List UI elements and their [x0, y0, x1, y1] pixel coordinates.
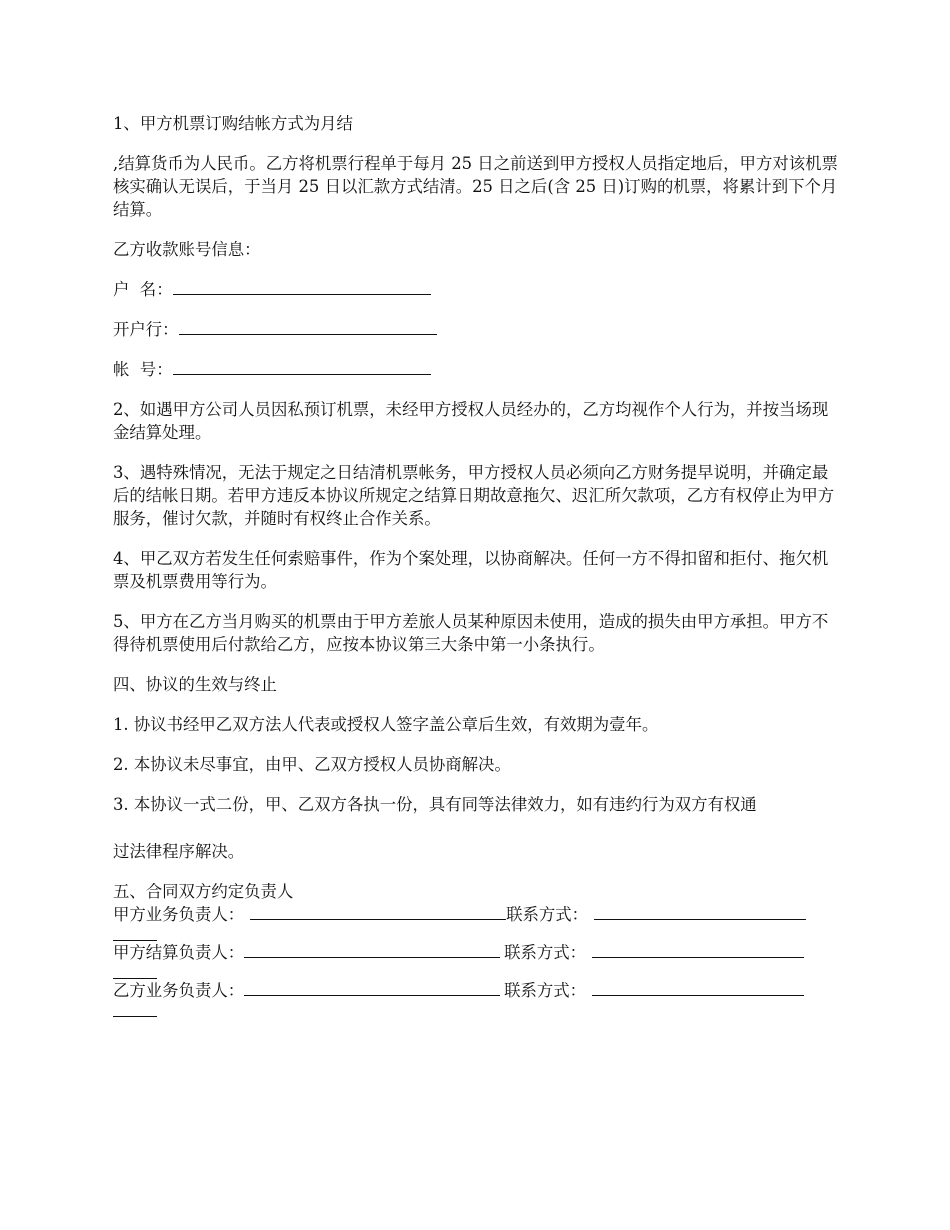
account-bank-row: [113, 318, 843, 341]
section4-item-1: 1. 协议书经甲乙双方法人代表或授权人签字盖公章后生效，有效期为壹年。: [113, 715, 659, 734]
section4-item-3: 3. 本协议一式二份，甲、乙双方各执一份，具有同等法律效力，如有违约行为双方有权通: [113, 795, 757, 814]
signatory-role: 甲方结算负责人：: [113, 943, 245, 962]
account-number-blank: [173, 358, 431, 375]
section5-title: 五、合同双方约定负责人: [113, 882, 294, 901]
signatory-row: [113, 941, 843, 979]
payment-body: ,结算货币为人民币。乙方将机票行程单于每月 25 日之前送到甲方授权人员指定地后，甲方对该机票核实确认无误后，于当月 25 日以汇款方式结清。25 日之后(含 25 日)订购的机票，将累计到下个月结算。: [113, 154, 838, 219]
signatory-contact-blank: [592, 979, 804, 996]
signatory-row: [113, 903, 843, 941]
signatory-role-blank: [244, 941, 500, 958]
signatory-role-blank: [244, 979, 500, 996]
clause-5: 5、甲方在乙方当月购买的机票由于甲方差旅人员某种原因未使用，造成的损失由甲方承担。甲方不得待机票使用后付款给乙方，应按本协议第三大条中第一小条执行。: [113, 612, 829, 654]
signatory-contact: 联系方式：: [504, 943, 587, 962]
section4-item-3-cont: 过法律程序解决。: [113, 842, 245, 861]
document-page: [113, 112, 843, 1017]
clause-3: 3、遇特殊情况，无法于规定之日结清机票帐务，甲方授权人员必须向乙方财务提早说明，并确定最后的结帐日期。若甲方违反本协议所规定之结算日期故意拖欠、迟汇所欠款项，乙方有权停止为甲方服务，催讨欠款，并随时有权终止合作关系。: [113, 463, 835, 528]
signatory-tail-line: [113, 964, 157, 979]
section4-item-2: 2. 本协议未尽事宜，由甲、乙双方授权人员协商解决。: [113, 755, 511, 774]
signatory-contact: 联系方式：: [506, 905, 589, 924]
account-title: 乙方收款账号信息：: [113, 240, 261, 259]
account-bank-blank: [179, 318, 437, 335]
signatory-contact-blank: [592, 941, 804, 958]
payment-heading: 1、甲方机票订购结帐方式为月结: [113, 114, 353, 133]
signatory-role-blank: [250, 903, 506, 920]
clause-4: 4、甲乙双方若发生任何索赔事件，作为个案处理，以协商解决。任何一方不得扣留和拒付、拖欠机票及机票费用等行为。: [113, 549, 829, 591]
account-bank-label: 开户行：: [113, 320, 179, 339]
signatory-row: [113, 979, 843, 1017]
account-number-label: 帐 号：: [113, 360, 173, 379]
signatory-tail-line: [113, 926, 157, 941]
signatory-role: 甲方业务负责人：: [113, 905, 245, 924]
signatory-contact-blank: [594, 903, 806, 920]
clause-2: 2、如遇甲方公司人员因私预订机票，未经甲方授权人员经办的，乙方均视作个人行为，并按当场现金结算处理。: [113, 400, 829, 442]
signatory-contact: 联系方式：: [504, 981, 587, 1000]
account-name-label: 户 名：: [113, 280, 173, 299]
account-number-row: [113, 358, 843, 381]
account-name-blank: [173, 278, 431, 295]
section4-title: 四、协议的生效与终止: [113, 675, 277, 694]
account-name-row: [113, 278, 843, 301]
signatory-role: 乙方业务负责人：: [113, 981, 245, 1000]
signatory-tail-line: [113, 1002, 157, 1017]
